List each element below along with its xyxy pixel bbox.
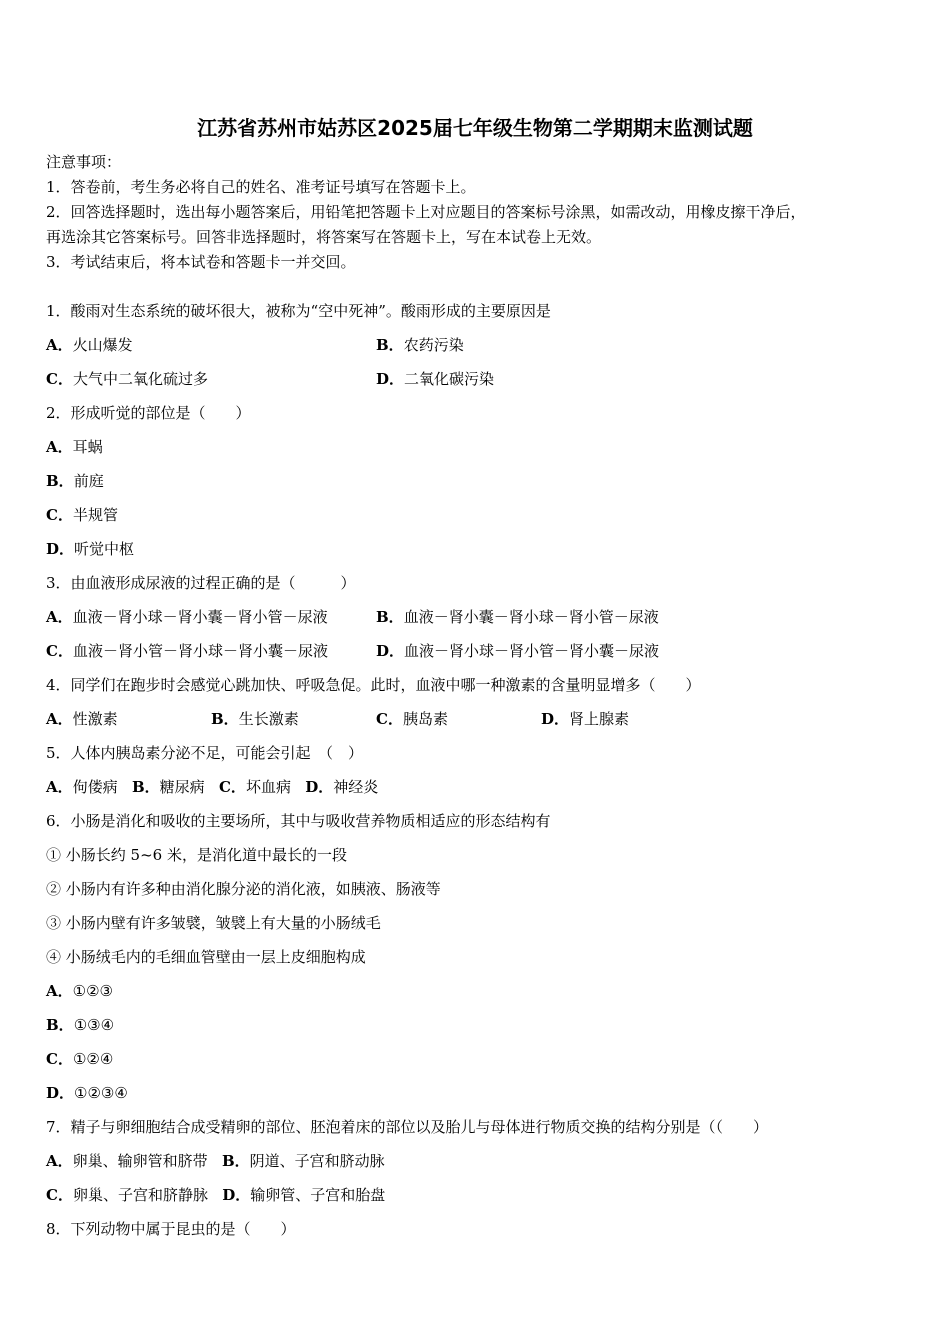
option-text: 血液－肾小球－肾小囊－肾小管－尿液 xyxy=(72,608,328,626)
option-label: B． xyxy=(211,710,239,728)
option-text: 耳蜗 xyxy=(72,438,103,456)
option-text: 胰岛素 xyxy=(402,710,448,728)
q3-option-d xyxy=(376,641,659,661)
notice-heading: 注意事项： xyxy=(46,153,122,171)
option-label: A． xyxy=(46,710,73,728)
option-label: A． xyxy=(46,438,73,456)
q6-statement-1: ① 小肠长约 5~6 米，是消化道中最长的一段 xyxy=(46,846,347,864)
q4-option-b xyxy=(211,709,299,729)
option-text: 农药污染 xyxy=(403,336,464,354)
option-text: 大气中二氧化硫过多 xyxy=(72,370,208,388)
question-1-stem: 1．酸雨对生态系统的破坏很大，被称为“空中死神”。酸雨形成的主要原因是 xyxy=(46,302,551,320)
question-2-stem: 2．形成听觉的部位是（ ） xyxy=(46,404,251,422)
question-3-stem: 3．由血液形成尿液的过程正确的是（ ） xyxy=(46,574,356,592)
q6-statement-4: ④ 小肠绒毛内的毛细血管壁由一层上皮细胞构成 xyxy=(46,948,366,966)
option-label: A． xyxy=(46,778,73,796)
option-text: 半规管 xyxy=(72,506,118,524)
option-text: 听觉中枢 xyxy=(74,540,135,558)
option-text: ①③④ xyxy=(73,1016,115,1034)
q4-option-d xyxy=(541,709,629,729)
q6-option-a xyxy=(46,981,113,1001)
option-label: D． xyxy=(376,370,405,388)
question-4-stem: 4．同学们在跑步时会感觉心跳加快、呼吸急促。此时，血液中哪一种激素的含量明显增多（ ） xyxy=(46,676,701,694)
question-6-stem: 6．小肠是消化和吸收的主要场所，其中与吸收营养物质相适应的形态结构有 xyxy=(46,812,551,830)
option-label: C． xyxy=(46,1186,73,1204)
q7-options-cd xyxy=(46,1185,385,1205)
option-label: D． xyxy=(46,1084,75,1102)
option-text: 性激素 xyxy=(72,710,118,728)
notice-item-1: 1．答卷前，考生务必将自己的姓名、准考证号填写在答题卡上。 xyxy=(46,178,476,196)
option-label: B． xyxy=(131,778,160,796)
option-text: 神经炎 xyxy=(333,778,379,796)
q2-option-a xyxy=(46,437,103,457)
page-title: 江苏省苏州市姑苏区2025届七年级生物第二学期期末监测试题 xyxy=(197,116,753,140)
q1-option-b xyxy=(376,335,464,355)
question-8-stem: 8．下列动物中属于昆虫的是（ ） xyxy=(46,1220,296,1238)
option-label: B． xyxy=(46,1016,74,1034)
option-label: B． xyxy=(221,1152,250,1170)
q1-option-c xyxy=(46,369,208,389)
option-text: 前庭 xyxy=(73,472,104,490)
q6-statement-3: ③ 小肠内壁有许多皱襞，皱襞上有大量的小肠绒毛 xyxy=(46,914,381,932)
option-label: C． xyxy=(376,710,403,728)
option-label: D． xyxy=(46,540,75,558)
option-text: 血液－肾小管－肾小球－肾小囊－尿液 xyxy=(72,642,328,660)
q3-option-b xyxy=(376,607,659,627)
q5-options xyxy=(46,777,378,797)
question-5-stem: 5．人体内胰岛素分泌不足，可能会引起 （ ） xyxy=(46,744,364,762)
option-label: A． xyxy=(46,608,73,626)
option-label: D． xyxy=(222,1186,251,1204)
q2-option-c xyxy=(46,505,118,525)
option-text: 坏血病 xyxy=(245,778,291,796)
option-text: ①②③④ xyxy=(74,1084,128,1102)
option-text: ①②④ xyxy=(72,1050,114,1068)
option-label: C． xyxy=(46,642,73,660)
option-text: 二氧化碳污染 xyxy=(404,370,495,388)
q6-statement-2: ② 小肠内有许多种由消化腺分泌的消化液，如胰液、肠液等 xyxy=(46,880,441,898)
option-text: 血液－肾小球－肾小管－肾小囊－尿液 xyxy=(404,642,660,660)
option-text: ①②③ xyxy=(72,982,113,1000)
notice-item-2-cont: 再选涂其它答案标号。回答非选择题时，将答案写在答题卡上，写在本试卷上无效。 xyxy=(46,228,602,246)
question-7-stem: 7．精子与卵细胞结合成受精卵的部位、胚泡着床的部位以及胎儿与母体进行物质交换的结构分别是（（ ） xyxy=(46,1118,769,1136)
q6-option-b xyxy=(46,1015,114,1035)
option-label: A． xyxy=(46,982,73,1000)
option-text: 佝偻病 xyxy=(72,778,118,796)
q7-options-ab xyxy=(46,1151,385,1171)
option-text: 肾上腺素 xyxy=(569,710,630,728)
option-label: B． xyxy=(376,336,404,354)
q6-option-d xyxy=(46,1083,128,1103)
q4-option-a xyxy=(46,709,118,729)
option-label: C． xyxy=(46,370,73,388)
q1-option-d xyxy=(376,369,494,389)
q3-option-c xyxy=(46,641,328,661)
option-label: C． xyxy=(46,506,73,524)
option-text: 血液－肾小囊－肾小球－肾小管－尿液 xyxy=(403,608,659,626)
option-text: 卵巢、子宫和脐静脉 xyxy=(72,1186,208,1204)
q2-option-d xyxy=(46,539,134,559)
option-label: A． xyxy=(46,336,73,354)
option-label: C． xyxy=(46,1050,73,1068)
notice-item-2: 2．回答选择题时，选出每小题答案后，用铅笔把答题卡上对应题目的答案标号涂黑，如需改动，用橡皮擦干净后， xyxy=(46,203,806,221)
option-label: B． xyxy=(376,608,404,626)
q3-option-a xyxy=(46,607,328,627)
option-text: 糖尿病 xyxy=(159,778,205,796)
notice-item-3: 3．考试结束后，将本试卷和答题卡一并交回。 xyxy=(46,253,356,271)
option-label: C． xyxy=(218,778,246,796)
option-label: A． xyxy=(46,1152,73,1170)
option-text: 卵巢、输卵管和脐带 xyxy=(72,1152,208,1170)
q4-option-c xyxy=(376,709,448,729)
option-label: D． xyxy=(376,642,405,660)
option-label: B． xyxy=(46,472,74,490)
q2-option-b xyxy=(46,471,104,491)
option-text: 火山爆发 xyxy=(72,336,133,354)
option-label: D． xyxy=(305,778,334,796)
option-text: 阴道、子宫和脐动脉 xyxy=(249,1152,385,1170)
option-text: 输卵管、子宫和胎盘 xyxy=(250,1186,386,1204)
option-label: D． xyxy=(541,710,570,728)
q1-option-a xyxy=(46,335,133,355)
option-text: 生长激素 xyxy=(238,710,299,728)
q6-option-c xyxy=(46,1049,113,1069)
